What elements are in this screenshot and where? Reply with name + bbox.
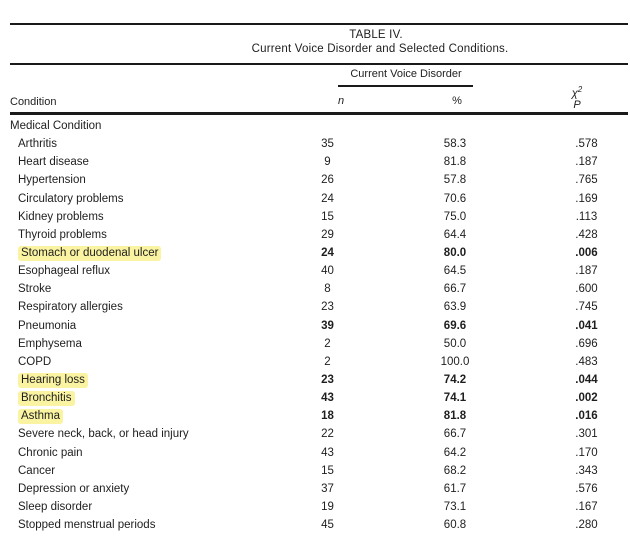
p-value-cell: .170 [575, 446, 598, 459]
percent-value-cell: 74.2 [443, 374, 467, 387]
percent-value-cell: 64.2 [443, 446, 467, 459]
percent-value-cell: 64.4 [443, 228, 467, 241]
condition-cell [10, 301, 290, 313]
condition-cell [10, 283, 290, 295]
condition-cell [10, 483, 290, 495]
condition-cell [10, 410, 290, 422]
percent-value-cell: 81.8 [443, 410, 467, 423]
condition-cell [10, 156, 290, 168]
p-value-cell: .169 [575, 192, 598, 205]
table-row [10, 171, 628, 189]
condition-label: Circulatory problems [18, 192, 124, 205]
section-header-label: Medical Condition [10, 120, 102, 133]
p-value-cell: .002 [575, 392, 598, 405]
table-row [10, 153, 628, 171]
column-spanner-label: Current Voice Disorder [350, 68, 462, 80]
p-value-cell: .187 [575, 265, 598, 278]
n-value-cell: 40 [321, 265, 334, 278]
n-value-cell: 39 [321, 319, 334, 332]
condition-cell [10, 392, 290, 404]
p-value-cell: .301 [575, 428, 598, 441]
p-value-cell: .765 [575, 174, 598, 187]
percent-value-cell: 66.7 [443, 428, 467, 441]
condition-label: Stroke [18, 283, 52, 296]
p-value-cell: .576 [575, 482, 598, 495]
n-value-cell: 2 [324, 337, 331, 350]
n-value-cell: 45 [321, 519, 334, 532]
p-value-cell: .578 [575, 138, 598, 151]
table-row [10, 135, 628, 153]
condition-cell [10, 193, 290, 205]
column-header-percent: % [452, 95, 462, 107]
n-value-cell: 43 [321, 446, 334, 459]
condition-label: Severe neck, back, or head injury [18, 428, 189, 441]
column-header-n: n [337, 95, 345, 107]
chi-symbol: χ [571, 87, 578, 100]
percent-value-cell: 81.8 [443, 156, 467, 169]
n-value-cell: 24 [321, 192, 334, 205]
column-spanner-underline [338, 85, 473, 87]
condition-label: Sleep disorder [18, 501, 93, 514]
p-value-cell: .187 [575, 156, 598, 169]
n-value-cell: 8 [324, 283, 331, 296]
condition-label: COPD [18, 355, 52, 368]
condition-label: Stopped menstrual periods [18, 519, 156, 532]
condition-label: Hearing loss [18, 373, 88, 388]
condition-cell [10, 501, 290, 513]
condition-label: Emphysema [18, 337, 82, 350]
table-row [10, 516, 628, 534]
table-number-title: TABLE IV. [349, 29, 403, 41]
condition-cell [10, 447, 290, 459]
header-top-rule [10, 63, 628, 65]
table-row [10, 425, 628, 443]
percent-value-cell: 69.6 [443, 319, 467, 332]
condition-cell [10, 229, 290, 241]
p-value-cell: .016 [575, 410, 598, 423]
condition-label: Hypertension [18, 174, 86, 187]
n-value-cell: 23 [321, 301, 334, 314]
column-header-condition: Condition [10, 96, 57, 108]
condition-label: Heart disease [18, 156, 89, 169]
condition-cell [10, 519, 290, 531]
table-row [10, 353, 628, 371]
condition-label: Depression or anxiety [18, 482, 130, 495]
condition-cell [10, 265, 290, 277]
condition-cell [10, 428, 290, 440]
condition-cell [10, 338, 290, 350]
percent-value-cell: 60.8 [443, 519, 467, 532]
table-row [10, 280, 628, 298]
table-row [10, 317, 628, 335]
table-row [10, 244, 628, 262]
condition-label: Cancer [18, 464, 56, 477]
percent-value-cell: 57.8 [443, 174, 467, 187]
table-row [10, 407, 628, 425]
percent-value-cell: 74.1 [443, 392, 467, 405]
table-top-rule [10, 23, 628, 25]
condition-label: Kidney problems [18, 210, 104, 223]
percent-value-cell: 73.1 [443, 501, 467, 514]
p-value-cell: .044 [575, 374, 598, 387]
percent-value-cell: 66.7 [443, 283, 467, 296]
condition-cell [10, 174, 290, 186]
percent-value-cell: 61.7 [443, 482, 467, 495]
p-value-cell: .041 [575, 319, 598, 332]
n-value-cell: 18 [321, 410, 334, 423]
table-caption: Current Voice Disorder and Selected Conditions. [251, 43, 509, 55]
table-row [10, 208, 628, 226]
percent-value-cell: 58.3 [443, 138, 467, 151]
condition-label: Pneumonia [18, 319, 77, 332]
chi-exponent: 2 [577, 85, 583, 94]
table-row [10, 498, 628, 516]
table-row [10, 262, 628, 280]
condition-label: Stomach or duodenal ulcer [18, 246, 161, 261]
n-value-cell: 37 [321, 482, 334, 495]
column-header-chi-square-p [557, 84, 597, 111]
condition-label: Asthma [18, 409, 63, 424]
condition-cell [10, 374, 290, 386]
table-row [10, 226, 628, 244]
n-value-cell: 24 [321, 247, 334, 260]
n-value-cell: 43 [321, 392, 334, 405]
n-value-cell: 23 [321, 374, 334, 387]
n-value-cell: 35 [321, 138, 334, 151]
table-row [10, 190, 628, 208]
condition-label: Esophageal reflux [18, 265, 111, 278]
condition-cell [10, 356, 290, 368]
percent-value-cell: 50.0 [443, 337, 467, 350]
condition-label: Chronic pain [18, 446, 83, 459]
table-row [10, 389, 628, 407]
condition-label: Arthritis [18, 138, 57, 151]
percent-value-cell: 75.0 [443, 210, 467, 223]
condition-cell [10, 211, 290, 223]
condition-label: Respiratory allergies [18, 301, 123, 314]
table-row [10, 480, 628, 498]
table-row [10, 462, 628, 480]
table-row [10, 298, 628, 316]
p-value-cell: .113 [575, 210, 598, 223]
p-value-cell: .167 [575, 501, 598, 514]
p-value-cell: .696 [575, 337, 598, 350]
n-value-cell: 9 [324, 156, 331, 169]
n-value-cell: 29 [321, 228, 334, 241]
table-row [10, 444, 628, 462]
percent-value-cell: 68.2 [443, 464, 467, 477]
percent-value-cell: 70.6 [443, 192, 467, 205]
n-value-cell: 26 [321, 174, 334, 187]
p-value-cell: .600 [575, 283, 598, 296]
percent-value-cell: 80.0 [443, 247, 467, 260]
percent-value-cell: 63.9 [443, 301, 467, 314]
condition-cell [10, 247, 290, 259]
p-value-cell: .483 [575, 355, 598, 368]
n-value-cell: 15 [321, 210, 334, 223]
header-bottom-rule [10, 112, 628, 115]
section-header-row [10, 117, 628, 135]
condition-label: Bronchitis [18, 391, 75, 406]
condition-label: Thyroid problems [18, 228, 107, 241]
table-row [10, 371, 628, 389]
condition-cell [10, 465, 290, 477]
p-label: P [573, 98, 581, 111]
p-value-cell: .428 [575, 228, 598, 241]
condition-cell [10, 138, 290, 150]
n-value-cell: 19 [321, 501, 334, 514]
table-body [10, 117, 628, 534]
n-value-cell: 2 [324, 355, 331, 368]
table-row [10, 335, 628, 353]
p-value-cell: .006 [575, 247, 598, 260]
condition-cell [10, 320, 290, 332]
percent-value-cell: 64.5 [443, 265, 467, 278]
percent-value-cell: 100.0 [440, 355, 470, 368]
p-value-cell: .343 [575, 464, 598, 477]
p-value-cell: .745 [575, 301, 598, 314]
n-value-cell: 22 [321, 428, 334, 441]
n-value-cell: 15 [321, 464, 334, 477]
p-value-cell: .280 [575, 519, 598, 532]
